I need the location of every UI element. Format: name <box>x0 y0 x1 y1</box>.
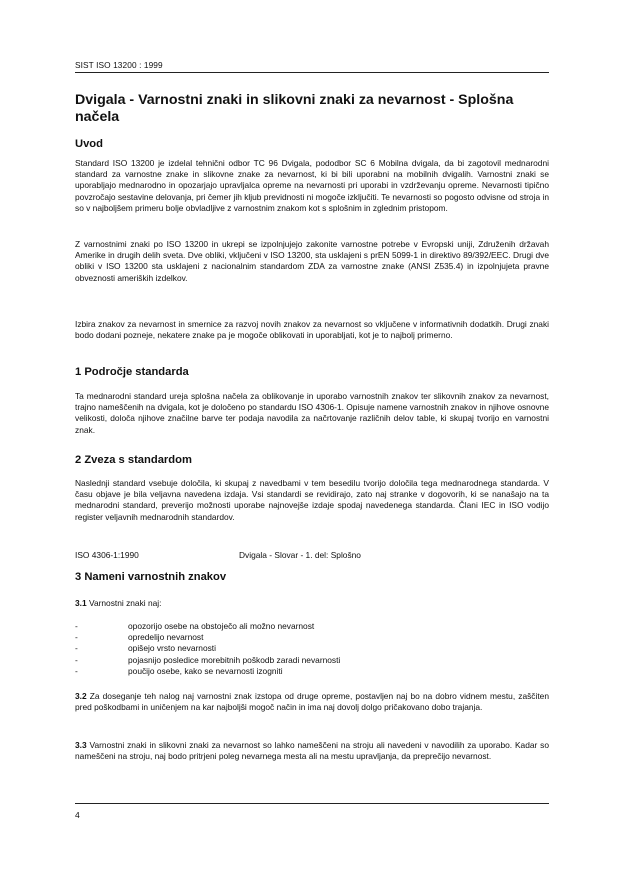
clause-number: 3.2 <box>75 691 87 701</box>
list-item-text: pojasnijo posledice morebitnih poškodb zaradi nevarnosti <box>128 654 341 665</box>
running-header: SIST ISO 13200 : 1999 <box>75 60 163 70</box>
section-heading-3: 3 Nameni varnostnih znakov <box>75 571 227 583</box>
section-1-paragraph: Ta mednarodni standard ureja splošna načela za oblikovanje in uporabo varnostnih znakov ter slikovnih znakov za nevarnost, trajno nameščenih na dvigala, kot je določeno po standardu ISO 4306-1. Opisuje namene varnostnih znakov in njihove osnovne velikosti, določa njihove značilne barve ter podaja navodila za načrtovanje različnih delov table, ki skupaj tvorijo en varnostni znak. <box>75 391 549 435</box>
list-item <box>75 655 549 666</box>
header-rule <box>75 72 549 73</box>
reference-description: Dvigala - Slovar - 1. del: Splošno <box>239 550 361 560</box>
list-item-text: opišejo vrsto nevarnosti <box>128 643 216 654</box>
list-item-text: opredelijo nevarnost <box>128 632 204 643</box>
section-heading-2: 2 Zveza s standardom <box>75 454 192 466</box>
clause-number: 3.1 <box>75 598 87 608</box>
list-marker: - <box>75 621 78 631</box>
clause-3-1 <box>75 598 549 609</box>
list-marker: - <box>75 665 78 676</box>
section-2-paragraph: Naslednji standard vsebuje določila, ki skupaj z navedbami v tem besedilu tvorijo določila tega mednarodnega standarda. V času objave je bila veljavna navedena izdaja. Vsi standardi se revidirajo, zato naj stranke v dogovorih, ki se nanašajo na ta mednarodni standard, preverijo možnosti uporabe najnovejše izdaje spodaj navedenega standarda. Člani IEC in ISO vodijo register veljavnih mednarodnih standardov. <box>75 478 549 522</box>
document-title: Dvigala - Varnostni znaki in slikovni znaki za nevarnost - Splošna načela <box>75 92 514 125</box>
list-marker: - <box>75 643 78 654</box>
list-item-text: poučijo osebe, kako se nevarnosti izogniti <box>128 665 283 676</box>
footer-rule <box>75 803 549 804</box>
list-item <box>75 666 549 677</box>
reference-code: ISO 4306-1:1990 <box>75 550 139 560</box>
list-marker: - <box>75 654 78 665</box>
clause-3-3 <box>75 740 549 762</box>
clause-3-2 <box>75 691 549 713</box>
intro-paragraph-1: Standard ISO 13200 je izdelal tehnični odbor TC 96 Dvigala, pododbor SC 6 Mobilna dvigala, da bi zagotovil mednarodni standard za varnostne znake in slikovne znake za nevarnost, ki bi bili uporabni na mobilnih dvigalih. Varnostni znaki se uporabljajo mednarodno in opozarjajo upravljalca opreme na nevarnosti pri uporabi in vzdrževanju opreme. Nevarnosti tipično povzročajo sestavine delovanja, pri čemer jih kljub previdnosti ni mogoče izključiti. Te nevarnosti so pogosto odvisne od stroja in so v najboljšem primeru bolje obvladljive z varnostnim znakom kot s splošnim in zglednim pristopom. <box>75 158 549 213</box>
list-item-text: opozorijo osebe na obstoječo ali možno nevarnost <box>128 621 315 631</box>
clause-text: Varnostni znaki in slikovni znaki za nevarnost so lahko nameščeni na stroju ali navedeni v navodilih za uporabo. Kadar so nameščeni na stroju, naj bodo pritrjeni poleg nevarnega mesta ali na mestu upravljanja, da preprečijo nevarnost. <box>75 740 549 762</box>
clause-text: Varnostni znaki naj: <box>86 598 162 608</box>
clause-number: 3.3 <box>75 740 87 750</box>
purpose-list <box>75 621 549 677</box>
list-item <box>75 621 549 632</box>
list-marker: - <box>75 632 78 643</box>
intro-paragraph-3: Izbira znakov za nevarnost in smernice za razvoj novih znakov za nevarnost so vključene v informativnih dodatkih. Drugi znaki bodo dodani pozneje, nekatere znake pa je mogoče oblikovati in uporabljati, kot je to najbolj primerno. <box>75 319 549 341</box>
list-item <box>75 632 549 643</box>
clause-text: Za doseganje teh nalog naj varnostni znak izstopa od druge opreme, postavljen naj bo na dobro vidnem mestu, zaščiten pred poškodbami in uničenjem na kar najboljši mogoč način in ima naj dovolj dolgo pričakovano dobo trajanja. <box>75 691 549 713</box>
section-heading-1: 1 Področje standarda <box>75 366 189 378</box>
page-number: 4 <box>75 810 80 820</box>
intro-paragraph-2: Z varnostnimi znaki po ISO 13200 in ukrepi se izpolnjujejo zakonite varnostne potrebe v Evropski uniji, Združenih državah Amerike in drugih delih sveta. Dve obliki, vključeni v ISO 13200, sta usklajeni s prEN 5099-1 in direktivo 89/392/EEC. Drugi dve obliki v ISO 13200 sta usklajeni z nacionalnim standardom ZDA za varnostne znake (ANSI Z535.4) in izpolnjujeta pravne obveznosti ameriških izdelkov. <box>75 239 549 283</box>
list-item <box>75 643 549 654</box>
section-heading-intro: Uvod <box>75 138 103 150</box>
